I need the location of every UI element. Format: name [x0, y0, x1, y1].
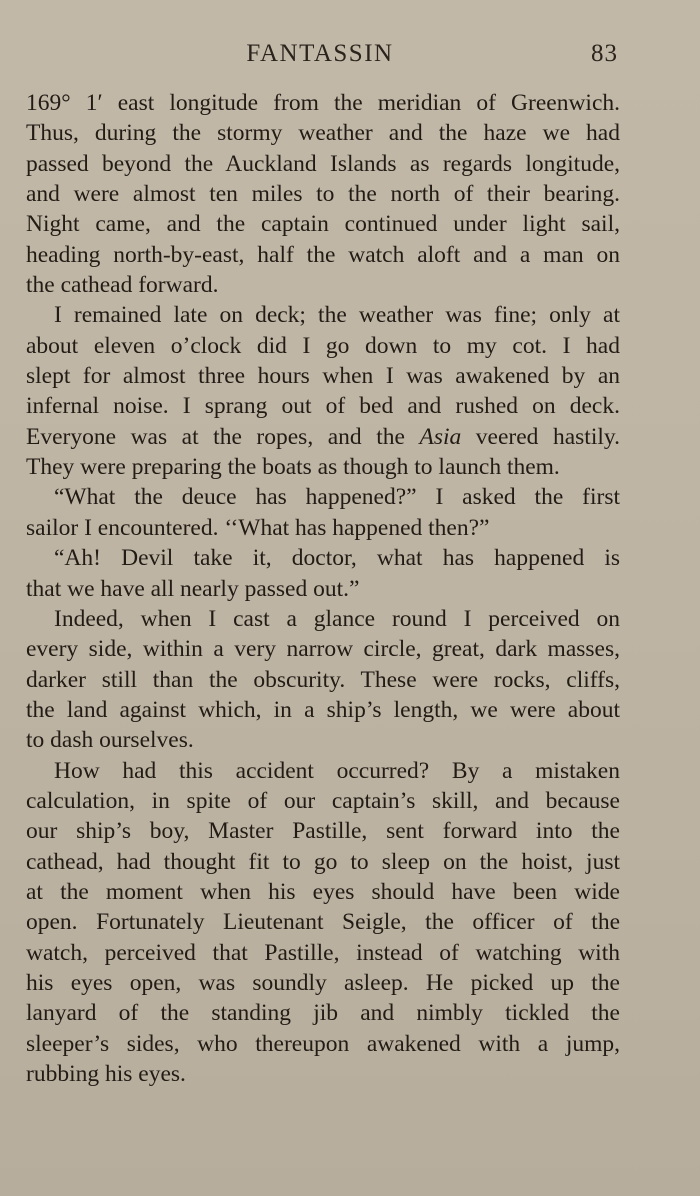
text-line: rubbing his eyes.: [26, 1061, 186, 1087]
text-line: sleeper’s sides, who thereupon awakened with a jump,: [26, 1030, 620, 1057]
text-line: slept for almost three hours when I was awakened by an: [26, 363, 620, 390]
text-line: darker still than the obscurity. These were rocks, cliffs,: [26, 666, 620, 693]
paragraph-start-line: How had this accident occurred? By a mistaken: [54, 757, 620, 784]
text-line: Thus, during the stormy weather and the haze we had: [26, 120, 620, 147]
text-line: about eleven o’clock did I go down to my cot. I had: [26, 332, 620, 359]
text-line: the cathead forward.: [26, 272, 219, 299]
text-line: watch, perceived that Pastille, instead of watching with: [26, 939, 620, 966]
text-line: infernal noise. I sprang out of bed and rushed on deck.: [26, 393, 620, 420]
text-line: passed beyond the Auckland Islands as regards longitude,: [26, 150, 620, 177]
text-line: to dash ourselves.: [26, 727, 194, 754]
paragraph-start-line: “Ah! Devil take it, doctor, what has happened is: [54, 545, 620, 572]
text-line: They were preparing the boats as though to launch them.: [26, 454, 560, 481]
paragraph-start-line: I remained late on deck; the weather was fine; only at: [54, 302, 620, 329]
text-line: open. Fortunately Lieutenant Seigle, the officer of the: [26, 909, 620, 936]
running-head: [0, 38, 700, 78]
text-line: lanyard of the standing jib and nimbly tickled the: [26, 1000, 620, 1027]
text-line: his eyes open, was soundly asleep. He picked up the: [26, 969, 620, 996]
text-line: our ship’s boy, Master Pastille, sent forward into the: [26, 818, 620, 845]
line-text: veered hastily.: [461, 423, 620, 450]
text-line: Night came, and the captain continued under light sail,: [26, 211, 620, 238]
line-text: Everyone was at the ropes, and the: [26, 423, 405, 450]
text-line: 169° 1′ east longitude from the meridian of Greenwich.: [26, 90, 620, 116]
text-line: sailor I encountered. ‘‘What has happened then?”: [26, 514, 490, 541]
paragraph-start-line: Indeed, when I cast a glance round I perceived on: [54, 605, 620, 632]
text-line-with-ship-name: [26, 422, 620, 452]
text-line: and were almost ten miles to the north of their bearing.: [26, 181, 620, 208]
running-title: FANTASSIN: [246, 40, 394, 67]
text-line: every side, within a very narrow circle, great, dark masses,: [26, 636, 620, 663]
page-number: 83: [591, 40, 618, 67]
text-line: calculation, in spite of our captain’s skill, and because: [26, 787, 620, 814]
text-line: cathead, had thought fit to go to sleep on the hoist, just: [26, 848, 620, 875]
text-line: the land against which, in a ship’s length, we were about: [26, 696, 620, 723]
text-line: at the moment when his eyes should have been wide: [26, 878, 620, 905]
text-line: heading north-by-east, half the watch aloft and a man on: [26, 241, 620, 268]
ship-name: Asia: [419, 423, 462, 450]
paragraph-start-line: “What the deuce has happened?” I asked the first: [54, 484, 620, 511]
body-text: [26, 88, 620, 1089]
text-line: that we have all nearly passed out.”: [26, 575, 360, 602]
